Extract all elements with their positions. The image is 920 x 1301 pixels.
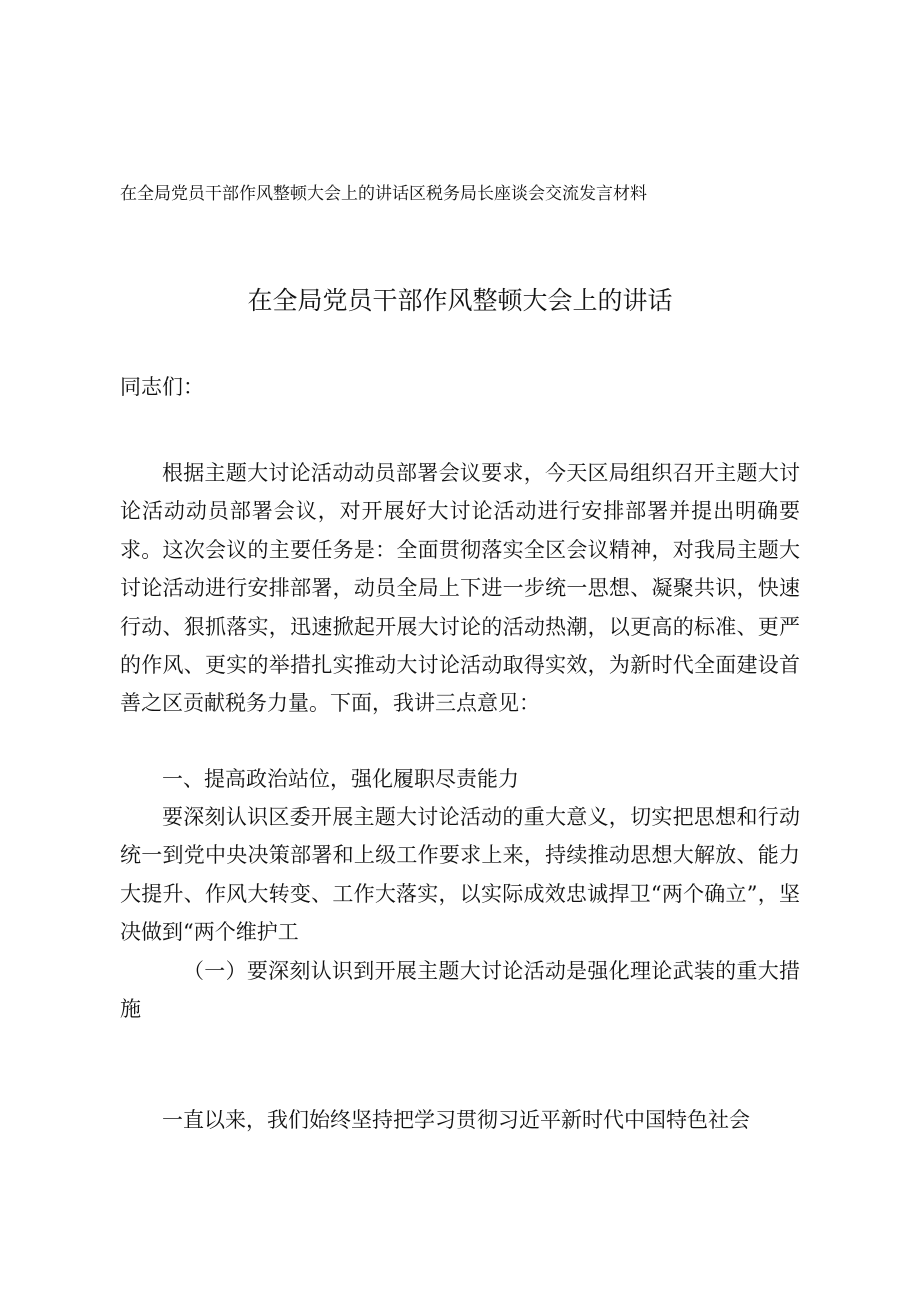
paragraph-body: 一直以来，我们始终坚持把学习贯彻习近平新时代中国特色社会 — [162, 1108, 750, 1132]
subsection-heading: （一）要深刻认识到开展主题大讨论活动是强化理论武装的重大措施 — [120, 959, 800, 1022]
page-title: 在全局党员干部作风整顿大会上的讲话 — [247, 286, 673, 315]
paragraph-intro: 根据主题大讨论活动动员部署会议要求，今天区局组织召开主题大讨论活动动员部署会议，对开展好大讨论活动进行安排部署并提出明确要求。这次会议的主要任务是：全面贯彻落实全区会议精神，对我局主题大讨论活动进行安排部署，动员全局上下进一步统一思想、凝聚共识，快速行动、狠抓落实，迅速掀起开展大讨论的活动热潮，以更高的标准、更严的作风、更实的举措扎实推动大讨论活动取得实效，为新时代全面建设首善之区贡献税务力量。下面，我讲三点意见： — [120, 461, 800, 716]
paragraph-body: 要深刻认识区委开展主题大讨论活动的重大意义，切实把思想和行动统一到党中央决策部署和上级工作要求上来，持续推动思想大解放、能力大提升、作风大转变、工作大落实，以实际成效忠诚捍卫“两个确立”，坚决做到“两个维护工 — [120, 805, 800, 945]
salutation: 同志们： — [120, 375, 204, 399]
document-header: 在全局党员干部作风整顿大会上的讲话区税务局长座谈会交流发言材料 — [120, 184, 647, 204]
section-heading: 一、提高政治站位，强化履职尽责能力 — [162, 767, 519, 791]
